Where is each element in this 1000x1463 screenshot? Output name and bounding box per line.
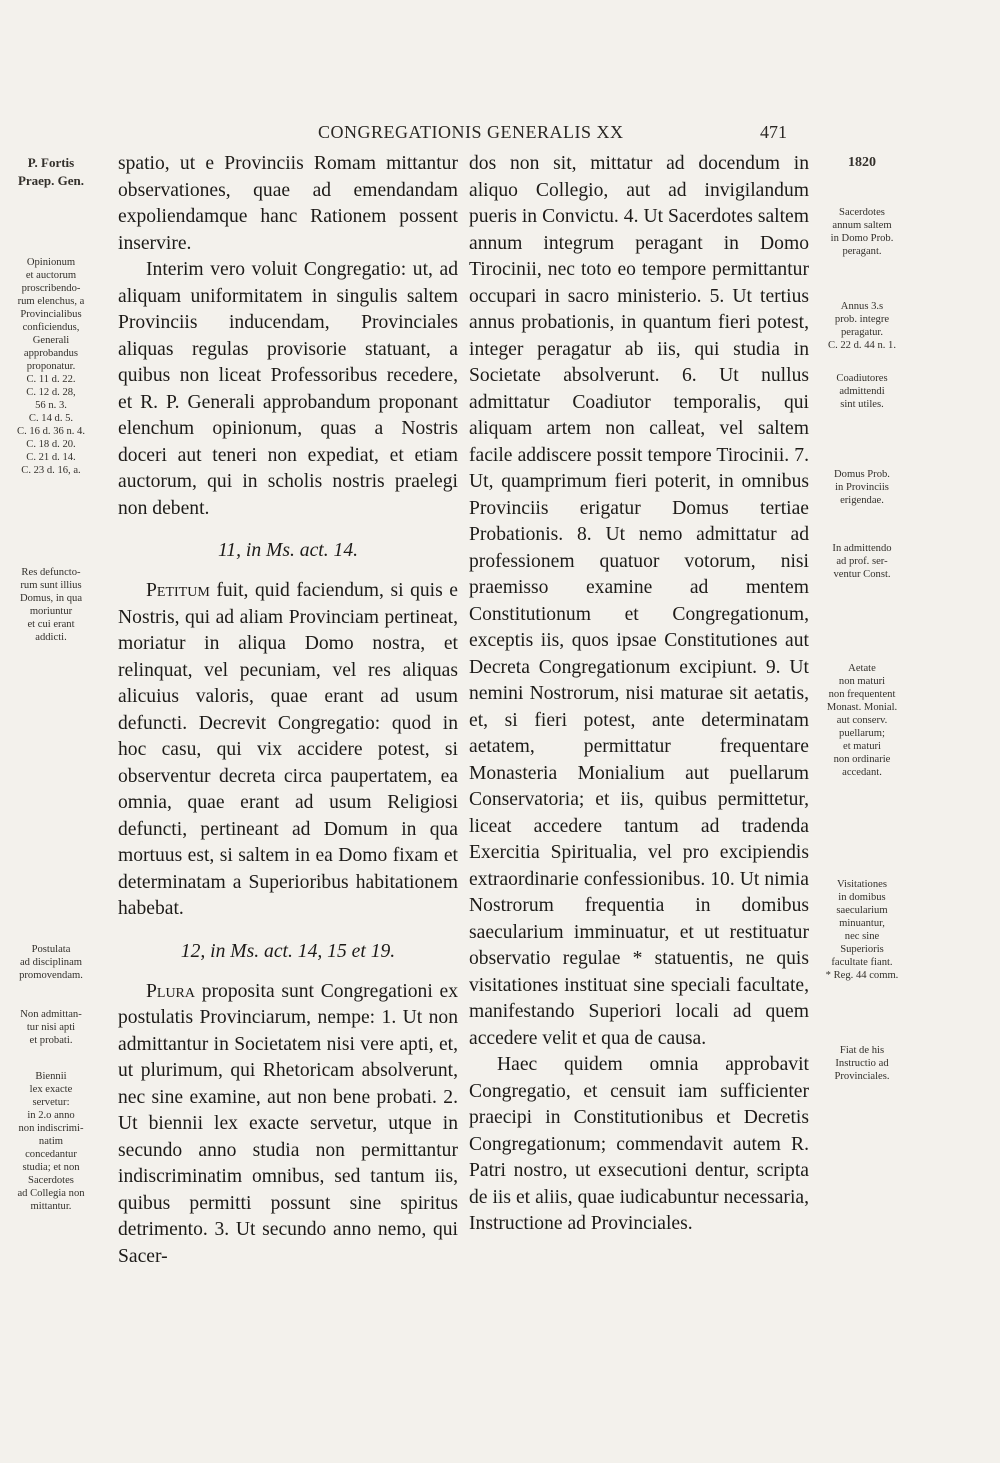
margin-note-non-admittantur: Non admittan- tur nisi apti et probati. — [20, 1009, 82, 1046]
lead-word: Petitum — [146, 580, 210, 601]
section-heading-12: 12, in Ms. act. 14, 15 et 19. — [180, 940, 396, 962]
margin-note-sacerdotes: Sacerdotes annum saltem in Domo Prob. peragant. — [830, 207, 894, 257]
right-text-column — [469, 151, 809, 1238]
margin-note-annus: Annus 3.s prob. integre peragatur. C. 22 d. 44 n. 1. — [828, 301, 896, 351]
margin-note-biennii: Biennii lex exacte servetur: in 2.o anno non indiscrimi- natim concedantur studia; et non Sacerdotes ad Collegia non mittantur. — [17, 1071, 85, 1212]
paragraph: Interim vero voluit Congregatio: ut, ad aliquam uniformitatem in singulis saltem Provinciis inducendam, Provinciales aliquas regulas provisorie statuant, a quibus non liceat Professoribus recedere, et R. P. Generali approbandum proponant elenchum opinionum, quas a Nostris doceri aut teneri non expediat, et etiam auctorum, qui in scholis nostris praelegi non debent. — [118, 259, 458, 519]
margin-note-author: P. Fortis Praep. Gen. — [17, 155, 85, 188]
running-head: CONGREGATIONIS GENERALIS XX — [318, 122, 624, 142]
margin-note-coadiutores: Coadiutores admittendi sint utiles. — [836, 373, 888, 410]
paragraph: dos non sit, mittatur ad docendum in aliquo Collegio, aut ad invigilandum pueris in Convictu. 4. Ut Sacerdotes saltem annum integrum peragant in Domo Tirocinii, nec toto eo tempore permittantur occupari in sacro ministerio. 5. Ut tertius annus probationis, in quantum fieri potest, integer peragatur ab iis, qui studia in Societate absolverunt. 6. Ut nullus admittatur Coadiutor temporalis, qui aliquam artem non calleat, vel saltem facile addiscere possit tempore Tirocinii. 7. Ut, quamprimum fieri poterit, in omnibus Provinciis erigatur Domus tertiae Probationis. 8. Ut nemo admittatur ad professionem quatuor votorum, nisi praemisso examine ad mentem Constitutionum et Congregationum, exceptis iis, quos ipsae Constitutiones aut Decreta Congregationum excipiunt. 9. Ut nemini Nostrorum, nisi maturae sit aetatis, et, si fieri potest, ante determinatam aetatem, permittatur frequentare Monasteria Monialium aut puellarum Conservatoria; et iis, quibus permittetur, liceat accedere tantum ad tradenda Exercitia Spiritualia, vel pro excipiendis extraordinarie confessionibus. 10. Ut nimia Nostrorum frequentia in domibus saecularium imminuatur, et ut restituatur observatio regulae * statuentis, ne quis visitationes instituat sine speciali facultate, manifestando Superiori locali ad quem accedere velit et qua de causa. — [469, 153, 809, 1049]
page-number: 471 — [760, 122, 787, 142]
paragraph: Plura proposita sunt Congregationi ex postulatis Provinciarum, nempe: 1. Ut non admittantur in Societatem nisi vere apti, et, ut plurimum, qui Rhetoricam absolverunt, nec sine examine, aut non bene probati. 2. Ut biennii lex exacte servetur, utque in secundo anno studia non permittantur indiscriminatim omnibus, sed tantum iis, quibus permitti possunt sine spiritus detrimento. 3. Ut secundo anno nemo, qui Sacer- — [118, 980, 458, 1267]
margin-note-opinionum: Opinionum et auctorum proscribendo- rum elenchus, a Provincialibus conficiendus, Generali approbandus proponatur. C. 11 d. 22. C. 12 d. 28, 56 n. 3. C. 14 d. 5. C. 16 d. 36 n. 4. C. 18 d. 20. C. 21 d. 14. C. 23 d. 16, a. — [17, 257, 85, 476]
margin-year: 1820 — [848, 155, 876, 170]
margin-note-instructio: Fiat de his Instructio ad Provinciales. — [834, 1045, 890, 1082]
margin-note-res-defunctorum: Res defuncto- rum sunt illius Domus, in qua moriuntur et cui erant addicti. — [19, 567, 83, 643]
margin-note-aetate: Aetate non maturi non frequentent Monast. Monial. aut conserv. puellarum; et maturi non ordinarie accedant. — [826, 663, 898, 778]
left-text-column — [118, 151, 458, 1270]
paragraph: spatio, ut e Provinciis Romam mittantur observationes, quae ad emendandam expoliendamque hanc Rationem possent inservire. — [118, 153, 458, 254]
section-heading-11: 11, in Ms. act. 14. — [217, 540, 359, 561]
margin-note-visitationes: Visitationes in domibus saecularium minuantur, nec sine Superioris facultate fiant. * Reg. 44 comm. — [825, 879, 899, 981]
margin-note-domus-prob: Domus Prob. in Provinciis erigendae. — [834, 469, 890, 506]
margin-note-admittendo: In admittendo ad prof. ser- ventur Const. — [832, 543, 892, 580]
paragraph: Haec quidem omnia approbavit Congregatio, et censuit iam sufficienter praecipi in Constitutionibus et Decretis Congregationum; commendavit autem R. Patri nostro, ut exsecutioni dentur, scripta de iis et aliis, quae iudicabuntur necessaria, Instructione ad Provinciales. — [469, 1054, 809, 1234]
lead-word: Plura — [146, 980, 196, 1002]
margin-note-postulata: Postulata ad disciplinam promovendam. — [19, 944, 83, 981]
paragraph: Petitum fuit, quid faciendum, si quis e Nostris, qui ad aliam Provinciam pertineat, moriatur in aliqua Domo nostra, et relinquat, vel pecuniam, vel res aliquas alicuius valoris, quae erant ad usum defuncti. Decrevit Congregatio: quod in hoc casu, qui vix accidere potest, si observentur decreta circa paupertatem, ea omnia, quae erant ad usum Religiosi defuncti, pertineant ad Domum in qua mortuus est, si saltem in ea Domo fixam et determinatam a Superioribus habitationem habebat. — [118, 580, 458, 919]
